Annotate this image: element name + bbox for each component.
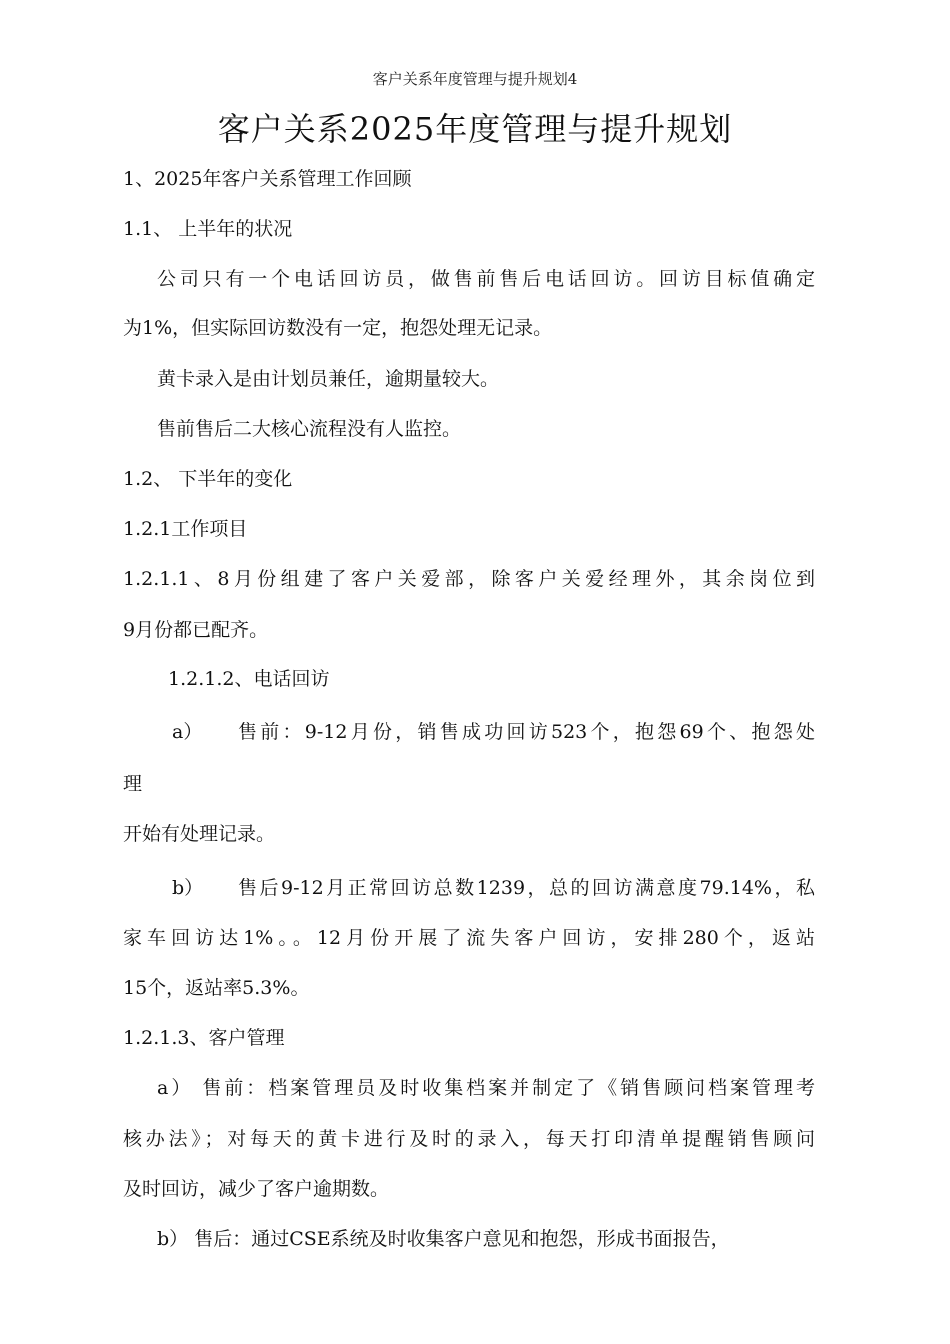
paragraph-line: 9月份都已配齐。 [123,619,269,641]
paragraph-line: 公司只有一个电话回访员，做售前售后电话回访。回访目标值确定 [157,268,815,290]
paragraph-line: 售前：9-12月份，销售成功回访523个，抱怨69个、抱怨处 [238,721,815,743]
paragraph-line: 家车回访达1%。。12月份开展了流失客户回访，安排280个，返站 [123,927,815,949]
paragraph-line: 为1%，但实际回访数没有一定，抱怨处理无记录。 [123,317,553,339]
page-header: 客户关系年度管理与提升规划4 [372,70,578,88]
section-heading-1-2: 1.2、 下半年的变化 [123,468,293,490]
paragraph-line: 售前售后二大核心流程没有人监控。 [157,418,462,440]
paragraph-line: 黄卡录入是由计划员兼任，逾期量较大。 [157,368,500,390]
section-heading-1-1: 1.1、 上半年的状况 [123,218,293,240]
paragraph-line: 及时回访，减少了客户逾期数。 [123,1178,390,1200]
paragraph-line: 售后9-12月正常回访总数1239，总的回访满意度79.14%，私 [238,877,815,899]
section-heading-1-2-1-2: 1.2.1.2、电话回访 [168,668,330,690]
list-label-a: a） [172,721,203,743]
paragraph-line: 理 [123,773,143,795]
paragraph-line: a） 售前：档案管理员及时收集档案并制定了《销售顾问档案管理考 [157,1077,815,1099]
section-heading-1-2-1-3: 1.2.1.3、客户管理 [123,1027,285,1049]
paragraph-line: 15个，返站率5.3%。 [123,977,310,999]
section-heading-1: 1、2025年客户关系管理工作回顾 [123,168,412,190]
paragraph-line: 开始有处理记录。 [123,823,276,845]
paragraph-line: 核办法》；对每天的黄卡进行及时的录入，每天打印清单提醒销售顾问 [123,1128,815,1150]
list-label-b: b） [172,877,204,899]
section-heading-1-2-1: 1.2.1工作项目 [123,518,248,540]
paragraph-line: b） 售后：通过CSE系统及时收集客户意见和抱怨，形成书面报告， [157,1228,730,1250]
paragraph-line: 1.2.1.1、8月份组建了客户关爱部，除客户关爱经理外，其余岗位到 [123,568,815,590]
document-title: 客户关系2025年度管理与提升规划 [217,110,733,148]
